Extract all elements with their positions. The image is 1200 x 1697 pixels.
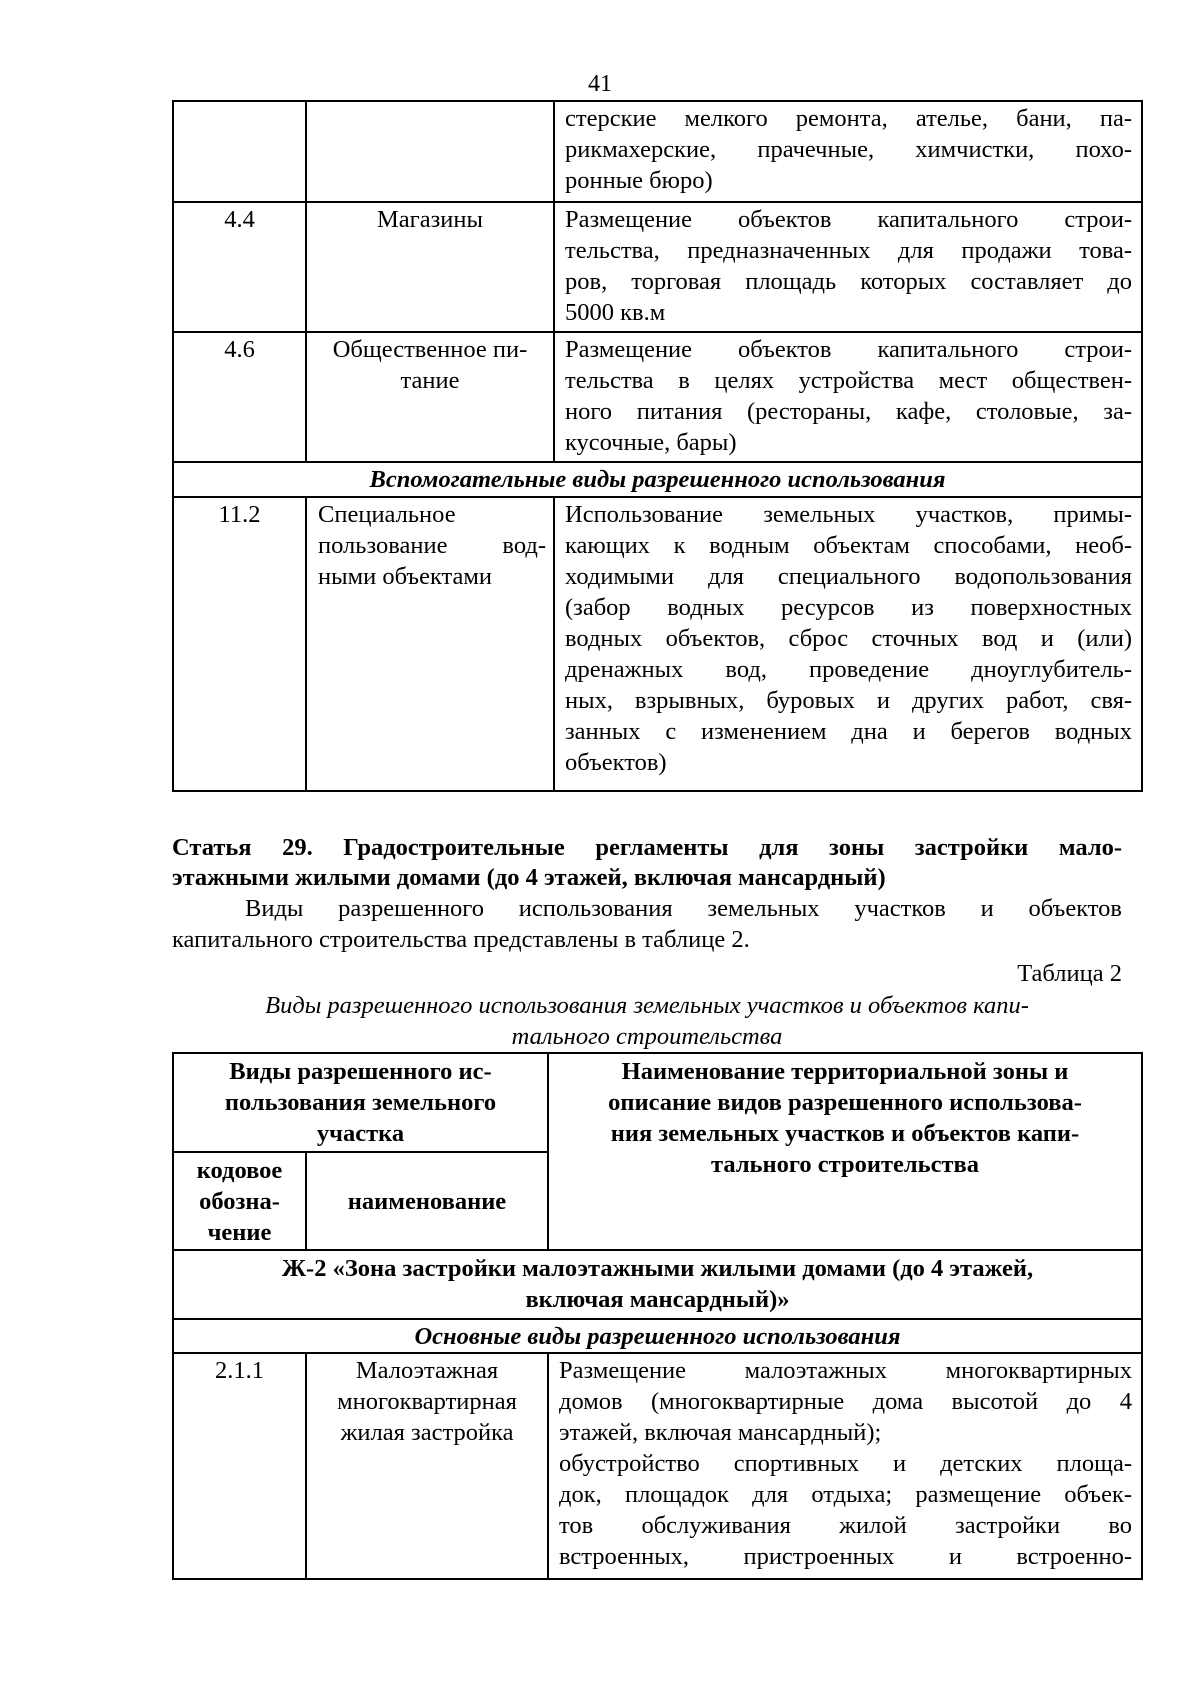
description-line: кусочные, бары) [565, 429, 737, 456]
page-number: 41 [588, 71, 612, 97]
description-line: док, площадок для отдыха; размещение объек- [559, 1481, 1132, 1508]
table-label: Таблица 2 [1017, 960, 1122, 987]
description-line: обустройство спортивных и детских площа- [559, 1450, 1132, 1477]
header-cell: участка [316, 1120, 405, 1147]
table-caption: тального строительства [511, 1023, 783, 1050]
article-title: этажными жилыми домами (до 4 этажей, включая мансардный) [172, 864, 886, 891]
header-cell: ния земельных участков и объектов капи- [610, 1120, 1080, 1147]
table-caption: Виды разрешенного использования земельных участков и объектов капи- [265, 992, 1029, 1019]
header-cell: Наименование территориальной зоны и [621, 1058, 1069, 1085]
header-cell: пользования земельного [224, 1089, 497, 1116]
row-name: Общественное пи- [332, 336, 528, 363]
subheader-code: чение [207, 1219, 272, 1246]
description-line: ронные бюро) [565, 167, 713, 194]
description-line: стерские мелкого ремонта, ателье, бани, па- [565, 105, 1132, 132]
description-line: дренажных вод, проведение дноуглубитель- [565, 656, 1132, 683]
description-line: объектов) [565, 749, 667, 776]
subheader-name: наименование [347, 1188, 507, 1215]
header-cell: Виды разрешенного ис- [229, 1058, 492, 1085]
row-name: жилая застройка [340, 1419, 514, 1446]
description-line: тельства, предназначенных для продажи това- [565, 237, 1132, 264]
description-line: Размещение объектов капитального строи- [565, 206, 1132, 233]
description-line: тов обслуживания жилой застройки во [559, 1512, 1132, 1539]
description-line: рикмахерские, прачечные, химчистки, похо- [565, 136, 1132, 163]
row-name: Специальное [318, 501, 456, 528]
subheader-code: кодовое [196, 1157, 283, 1184]
row-code: 2.1.1 [215, 1357, 264, 1384]
section-heading: Основные виды разрешенного использования [414, 1323, 901, 1350]
description-line: занных с изменением дна и берегов водных [565, 718, 1132, 745]
description-line: ного питания (рестораны, кафе, столовые, за- [565, 398, 1132, 425]
row-code: 11.2 [218, 501, 261, 528]
subheader-code: обозна- [199, 1188, 280, 1215]
zone-title: включая мансардный)» [525, 1286, 790, 1313]
description-line: ров, торговая площадь которых составляет до [565, 268, 1132, 295]
row-name: Малоэтажная [355, 1357, 499, 1384]
description-line: тельства в целях устройства мест обществен- [565, 367, 1132, 394]
row-name: тание [400, 367, 460, 394]
description-line: Размещение малоэтажных многоквартирных [559, 1357, 1132, 1384]
description-line: ных, взрывных, буровых и других работ, свя- [565, 687, 1132, 714]
description-line: Размещение объектов капитального строи- [565, 336, 1132, 363]
row-name: многоквартирная [337, 1388, 517, 1415]
row-name: ными объектами [318, 563, 493, 590]
description-line: 5000 кв.м [565, 299, 666, 326]
description-line: (забор водных ресурсов из поверхностных [565, 594, 1132, 621]
row-name: Магазины [377, 206, 483, 233]
header-cell: описание видов разрешенного использова- [608, 1089, 1082, 1116]
description-line: кающих к водным объектам способами, необ- [565, 532, 1132, 559]
row-name: пользование вод- [318, 532, 546, 559]
row-code: 4.6 [224, 336, 255, 363]
header-cell: тального строительства [711, 1151, 979, 1178]
description-line: Использование земельных участков, примы- [565, 501, 1132, 528]
description-line: этажей, включая мансардный); [559, 1419, 882, 1446]
section-heading: Вспомогательные виды разрешенного использования [369, 466, 946, 493]
article-title: Статья 29. Градостроительные регламенты для зоны застройки мало- [172, 834, 1122, 861]
paragraph: капитального строительства представлены в таблице 2. [172, 926, 750, 953]
description-line: встроенных, пристроенных и встроенно- [559, 1543, 1132, 1570]
description-line: водных объектов, сброс сточных вод и (или) [565, 625, 1132, 652]
zone-title: Ж-2 «Зона застройки малоэтажными жилыми домами (до 4 этажей, [281, 1255, 1034, 1282]
paragraph: Виды разрешенного использования земельных участков и объектов [245, 895, 1122, 922]
description-line: ходимыми для специального водопользования [565, 563, 1132, 590]
description-line: домов (многоквартирные дома высотой до 4 [559, 1388, 1132, 1415]
row-code: 4.4 [224, 206, 255, 233]
